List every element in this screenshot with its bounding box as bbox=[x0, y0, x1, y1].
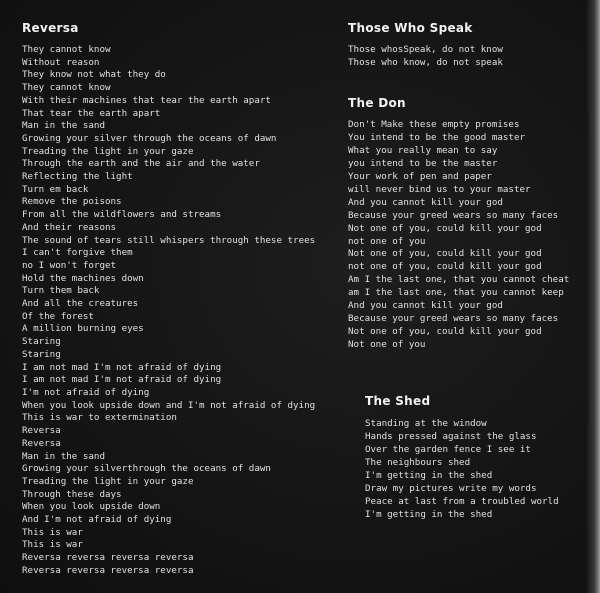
lyric-line: Not one of you, could kill your god bbox=[348, 222, 542, 234]
song-lyrics bbox=[365, 417, 585, 521]
lyric-line: Reversa reversa reversa reversa bbox=[22, 552, 194, 564]
page-edge bbox=[586, 0, 600, 593]
lyric-line: Through these days bbox=[22, 488, 122, 500]
lyric-line: That tear the earth apart bbox=[22, 107, 161, 119]
song-those-who-speak bbox=[348, 21, 588, 69]
lyric-line: you intend to be the master bbox=[348, 158, 498, 170]
lyric-line: Not one of you, could kill your god bbox=[348, 248, 542, 260]
lyric-line: This is war to extermination bbox=[22, 412, 177, 424]
lyric-line: Reversa bbox=[22, 425, 61, 437]
lyric-line: Remove the poisons bbox=[22, 196, 122, 208]
lyric-line: I'm not afraid of dying bbox=[22, 386, 150, 398]
lyric-line: And you cannot kill your god bbox=[348, 300, 503, 312]
right-column bbox=[348, 21, 588, 379]
left-column bbox=[22, 21, 342, 593]
lyric-line: Growing your silver through the oceans of dawn bbox=[22, 132, 277, 144]
song-lyrics bbox=[348, 44, 588, 69]
lyric-line: The sound of tears still whispers through these trees bbox=[22, 234, 316, 246]
lyric-line: Draw my pictures write my words bbox=[365, 483, 537, 494]
lyric-line: Standing at the window bbox=[365, 418, 487, 429]
lyric-line: Because your greed wears so many faces bbox=[348, 313, 559, 324]
song-the-don bbox=[348, 96, 588, 351]
lyric-line: Turn em back bbox=[22, 183, 89, 195]
lyric-line: Man in the sand bbox=[22, 120, 105, 132]
lyric-line: Treading the light in your gaze bbox=[22, 475, 194, 487]
lyric-line: Without reason bbox=[22, 56, 100, 68]
lyric-line: Staring bbox=[22, 336, 61, 348]
lyric-line: Of the forest bbox=[22, 310, 94, 322]
lyric-line: And I'm not afraid of dying bbox=[22, 514, 172, 526]
lyric-line: When you look upside down and I'm not afraid of dying bbox=[22, 399, 316, 411]
lyric-line: They cannot know bbox=[22, 44, 111, 55]
lyric-line: Those who know, do not speak bbox=[348, 56, 503, 68]
lyric-line: Staring bbox=[22, 348, 61, 360]
song-title: The Don bbox=[348, 96, 406, 111]
lyric-line: am I the last one, that you cannot keep bbox=[348, 287, 564, 299]
lyric-line: With their machines that tear the earth apart bbox=[22, 94, 271, 106]
lyric-line: And all the creatures bbox=[22, 298, 139, 310]
lyric-line: not one of you, could kill your god bbox=[348, 261, 542, 273]
song-the-shed bbox=[365, 394, 585, 521]
lyric-line: Those whosSpeak, do not know bbox=[348, 44, 503, 55]
lyric-line: This is war bbox=[22, 539, 83, 551]
lyric-line: I am not mad I'm not afraid of dying bbox=[22, 361, 222, 373]
lyric-line: Don't Make these empty promises bbox=[348, 119, 520, 131]
song-title: The Shed bbox=[365, 394, 431, 408]
lyric-line: Hands pressed against the glass bbox=[365, 431, 537, 442]
lyric-line: Man in the sand bbox=[22, 450, 105, 462]
lyric-line: This is war bbox=[22, 526, 83, 538]
lyric-line: Growing your silverthrough the oceans of dawn bbox=[22, 463, 271, 475]
lyric-line: Reflecting the light bbox=[22, 171, 133, 183]
lyric-line: Not one of you, could kill your god bbox=[348, 325, 542, 337]
lyric-line: Not one of you bbox=[348, 338, 426, 350]
lyric-line: I'm getting in the shed bbox=[365, 470, 493, 481]
lyric-line: not one of you bbox=[348, 235, 426, 247]
lyric-line: And their reasons bbox=[22, 221, 117, 233]
song-title: Those Who Speak bbox=[348, 21, 473, 35]
lyric-line: Your work of pen and paper bbox=[348, 171, 492, 183]
lyric-line: And you cannot kill your god bbox=[348, 196, 503, 208]
lyric-line: Because your greed wears so many faces bbox=[348, 209, 559, 221]
lyric-line: Through the earth and the air and the water bbox=[22, 158, 260, 170]
lyric-line: A million burning eyes bbox=[22, 323, 144, 335]
lyric-line: Reversa bbox=[22, 437, 61, 449]
lyric-line: no I won't forget bbox=[22, 259, 117, 271]
lyric-line: The neighbours shed bbox=[365, 457, 471, 468]
lyric-line: Treading the light in your gaze bbox=[22, 145, 194, 157]
lyric-line: They cannot know bbox=[22, 82, 111, 94]
lyric-line: I can't forgive them bbox=[22, 247, 133, 259]
lyric-line: Turn them back bbox=[22, 285, 100, 297]
song-lyrics bbox=[348, 119, 588, 351]
lyric-line: From all the wildflowers and streams bbox=[22, 209, 222, 221]
lyric-line: You intend to be the good master bbox=[348, 132, 526, 144]
lyric-line: Hold the machines down bbox=[22, 272, 144, 284]
lyric-line: They know not what they do bbox=[22, 69, 166, 81]
lyric-line: Peace at last from a troubled world bbox=[365, 496, 559, 507]
lyric-line: Over the garden fence I see it bbox=[365, 444, 531, 455]
lyric-line: I'm getting in the shed bbox=[365, 509, 493, 520]
lyric-line: What you really mean to say bbox=[348, 145, 498, 157]
lyric-line: Reversa reversa reversa reversa bbox=[22, 564, 194, 576]
song-title: Reversa bbox=[22, 21, 79, 35]
lyric-line: will never bind us to your master bbox=[348, 183, 531, 195]
song-reversa bbox=[22, 21, 342, 578]
lyric-line: Am I the last one, that you cannot cheat bbox=[348, 274, 570, 286]
song-lyrics bbox=[22, 44, 342, 578]
lyric-line: When you look upside down bbox=[22, 501, 161, 513]
lyric-line: I am not mad I'm not afraid of dying bbox=[22, 374, 222, 386]
